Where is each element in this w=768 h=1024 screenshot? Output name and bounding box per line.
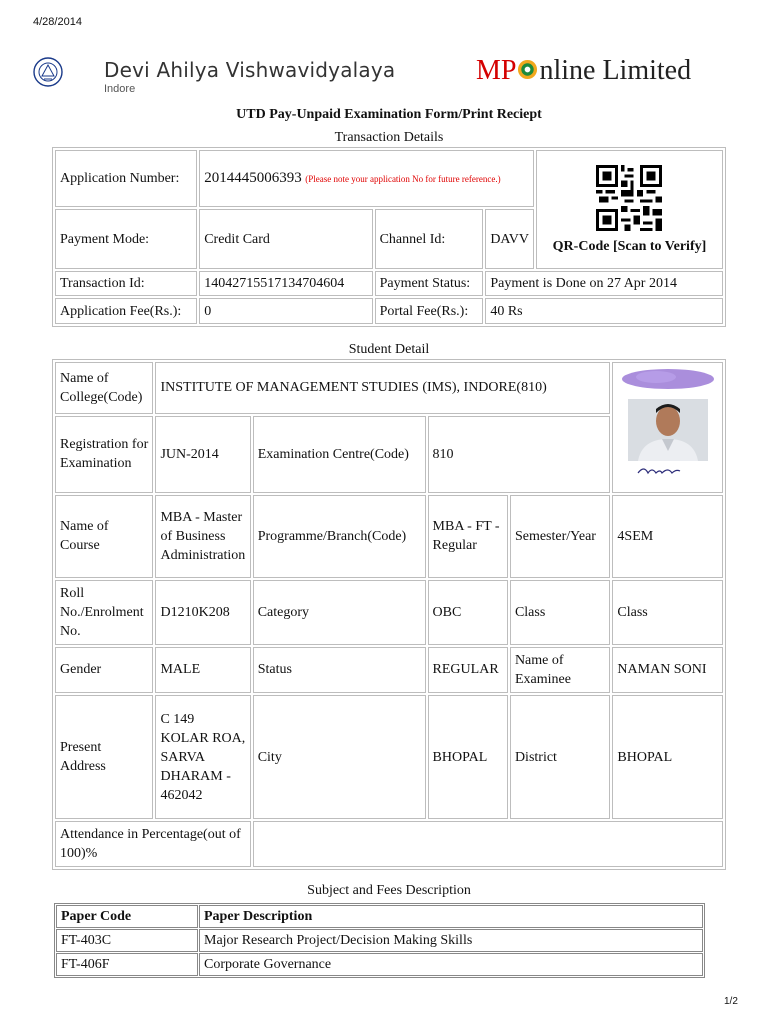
subject-section-title: Subject and Fees Description xyxy=(307,883,471,898)
address-label: Present Address xyxy=(55,695,153,820)
payment-status: Payment is Done on 27 Apr 2014 xyxy=(485,271,723,297)
examinee: NAMAN SONI xyxy=(612,647,723,693)
paper-code: FT-406F xyxy=(56,953,198,976)
application-number-label: Application Number: xyxy=(55,150,197,207)
photo-cell xyxy=(612,362,723,493)
district-label: District xyxy=(510,695,610,820)
column-header-paper-code: Paper Code xyxy=(56,905,198,928)
mponline-brand xyxy=(476,55,691,87)
brand-left-text: MP xyxy=(476,55,517,86)
portal-fee-label: Portal Fee(Rs.): xyxy=(375,298,484,324)
page-number: 1/2 xyxy=(724,996,738,1007)
portal-fee: 40 Rs xyxy=(485,298,723,324)
registration: JUN-2014 xyxy=(155,416,250,493)
application-fee-label: Application Fee(Rs.): xyxy=(55,298,197,324)
gender-label: Gender xyxy=(55,647,153,693)
semester-label: Semester/Year xyxy=(510,495,610,578)
exam-centre-label: Examination Centre(Code) xyxy=(253,416,426,493)
paper-description: Corporate Governance xyxy=(199,953,703,976)
university-city: Indore xyxy=(104,83,136,95)
gender: MALE xyxy=(155,647,250,693)
transaction-section-title: Transaction Details xyxy=(334,130,444,145)
application-number-cell xyxy=(199,150,534,207)
application-fee: 0 xyxy=(199,298,372,324)
category: OBC xyxy=(428,580,508,645)
city-label: City xyxy=(253,695,426,820)
exam-centre: 810 xyxy=(428,416,611,493)
brand-right-text: nline Limited xyxy=(539,55,692,86)
status: REGULAR xyxy=(428,647,508,693)
paper-description: Major Research Project/Decision Making Skills xyxy=(199,929,703,952)
paper-code: FT-403C xyxy=(56,929,198,952)
college-label: Name of College(Code) xyxy=(55,362,153,414)
attendance-label: Attendance in Percentage(out of 100)% xyxy=(55,821,251,867)
channel-id: DAVV xyxy=(485,209,534,268)
attendance xyxy=(253,821,723,867)
college: INSTITUTE OF MANAGEMENT STUDIES (IMS), INDORE(810) xyxy=(155,362,610,414)
student-table xyxy=(52,359,726,870)
semester: 4SEM xyxy=(612,495,723,578)
programme-label: Programme/Branch(Code) xyxy=(253,495,426,578)
payment-status-label: Payment Status: xyxy=(375,271,484,297)
student-section-title: Student Detail xyxy=(348,342,430,357)
payment-mode-label: Payment Mode: xyxy=(55,209,197,268)
roll-label: Roll No./Enrolment No. xyxy=(55,580,153,645)
transaction-table xyxy=(52,147,726,327)
qr-cell xyxy=(536,150,723,269)
qr-caption: QR-Code [Scan to Verify] xyxy=(552,238,707,254)
mponline-globe-icon xyxy=(517,59,538,80)
qr-code-icon xyxy=(596,165,662,231)
course: MBA - Master of Business Administration xyxy=(155,495,250,578)
category-label: Category xyxy=(253,580,426,645)
transaction-id-label: Transaction Id: xyxy=(55,271,197,297)
registration-label: Registration for Examination xyxy=(55,416,153,493)
address: C 149 KOLAR ROA, SARVA DHARAM - 462042 xyxy=(155,695,250,820)
programme: MBA - FT - Regular xyxy=(428,495,508,578)
city: BHOPAL xyxy=(428,695,508,820)
district: BHOPAL xyxy=(612,695,723,820)
class-label: Class xyxy=(510,580,610,645)
application-number: 2014445006393 xyxy=(204,169,302,186)
class-value: Class xyxy=(612,580,723,645)
table-row xyxy=(56,953,703,976)
channel-id-label: Channel Id: xyxy=(375,209,484,268)
university-emblem-icon xyxy=(33,55,93,91)
transaction-id: 14042715517134704604 xyxy=(199,271,372,297)
student-photo-icon xyxy=(616,365,720,485)
university-name: Devi Ahilya Vishwavidyalaya xyxy=(104,58,396,82)
roll: D1210K208 xyxy=(155,580,250,645)
column-header-paper-description: Paper Description xyxy=(199,905,703,928)
examinee-label: Name of Examinee xyxy=(510,647,610,693)
form-title: UTD Pay-Unpaid Examination Form/Print Reciept xyxy=(236,107,542,122)
table-row xyxy=(56,929,703,952)
status-label: Status xyxy=(253,647,426,693)
application-note: (Please note your application No for future reference.) xyxy=(305,173,501,184)
subject-table xyxy=(54,903,705,978)
print-date: 4/28/2014 xyxy=(33,16,82,28)
payment-mode: Credit Card xyxy=(199,209,372,268)
course-label: Name of Course xyxy=(55,495,153,578)
